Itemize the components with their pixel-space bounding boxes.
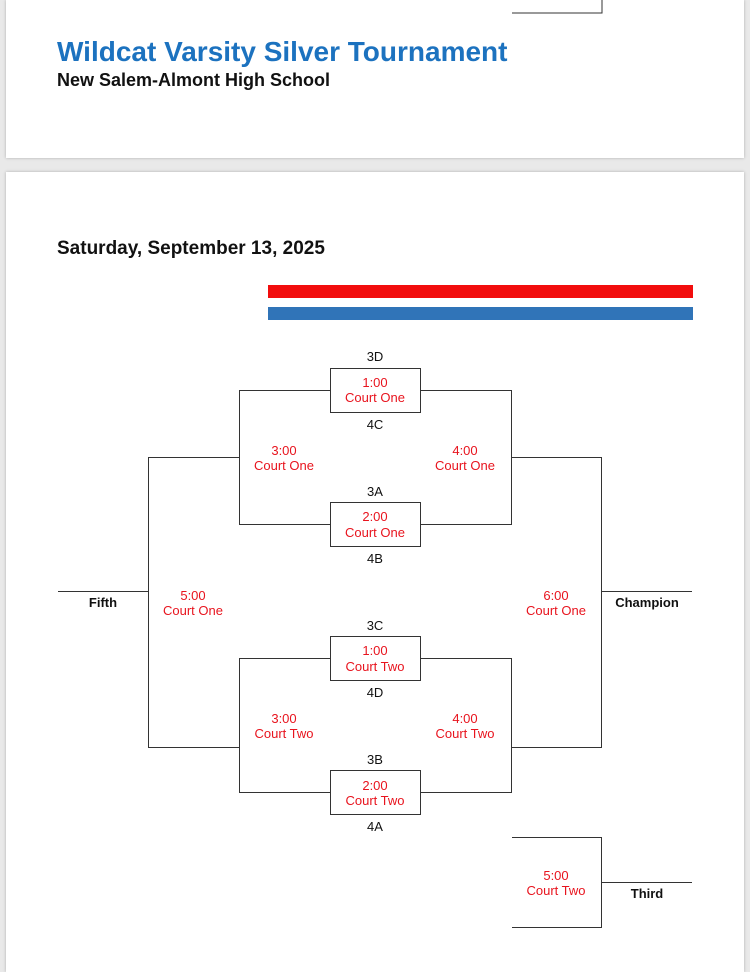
game-court: Court One bbox=[254, 458, 314, 473]
place-label-third: Third bbox=[630, 886, 664, 901]
game-court: Court Two bbox=[435, 726, 495, 741]
team-seed: 4B bbox=[367, 551, 383, 566]
game-court: Court One bbox=[163, 603, 223, 618]
game-time: 4:00 bbox=[452, 711, 478, 726]
team-seed: 3C bbox=[366, 618, 384, 633]
game-time: 1:00 bbox=[362, 643, 388, 658]
game-court: Court Two bbox=[254, 726, 314, 741]
tournament-date: Saturday, September 13, 2025 bbox=[57, 238, 325, 259]
game-time: 5:00 bbox=[543, 868, 569, 883]
team-seed: 4C bbox=[366, 417, 384, 432]
game-time: 6:00 bbox=[543, 588, 569, 603]
place-label-champion: Champion bbox=[615, 595, 679, 610]
team-seed: 3D bbox=[366, 349, 384, 364]
game-time: 2:00 bbox=[362, 778, 388, 793]
game-court: Court One bbox=[435, 458, 495, 473]
team-seed: 3B bbox=[367, 752, 383, 767]
game-time: 2:00 bbox=[362, 509, 388, 524]
team-seed: 4D bbox=[366, 685, 384, 700]
game-court: Court One bbox=[345, 390, 405, 405]
game-time: 3:00 bbox=[271, 443, 297, 458]
game-court: Court Two bbox=[526, 883, 586, 898]
page-title: Wildcat Varsity Silver Tournament bbox=[57, 36, 508, 67]
game-time: 3:00 bbox=[271, 711, 297, 726]
game-court: Court Two bbox=[345, 659, 405, 674]
game-time: 5:00 bbox=[180, 588, 206, 603]
game-court: Court Two bbox=[345, 793, 405, 808]
game-time: 1:00 bbox=[362, 375, 388, 390]
game-time: 4:00 bbox=[452, 443, 478, 458]
school-name: New Salem-Almont High School bbox=[57, 70, 331, 90]
game-court: Court One bbox=[345, 525, 405, 540]
place-label-fifth: Fifth bbox=[88, 595, 118, 610]
game-court: Court One bbox=[526, 603, 586, 618]
team-seed: 3A bbox=[367, 484, 383, 499]
team-seed: 4A bbox=[367, 819, 383, 834]
